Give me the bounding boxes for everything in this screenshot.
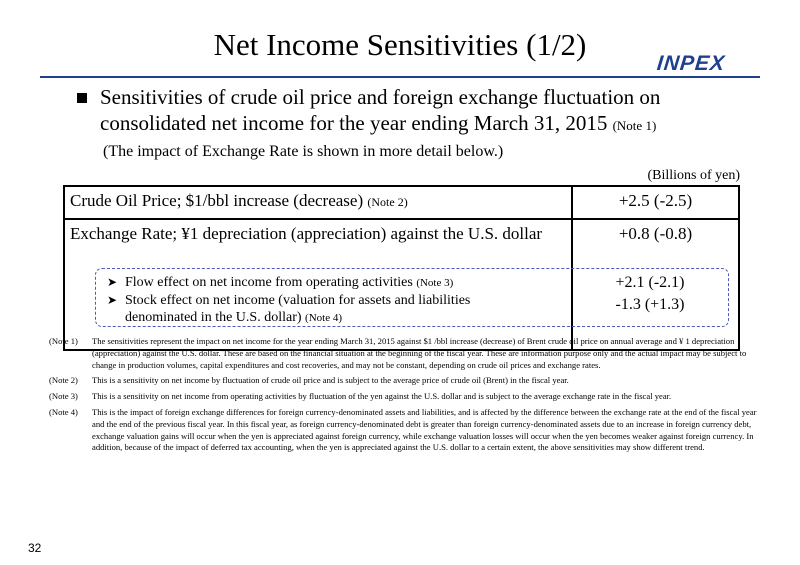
crude-oil-note-ref: (Note 2): [367, 195, 408, 209]
flow-effect-note-ref: (Note 3): [416, 277, 454, 289]
footnote-key: (Note 3): [49, 391, 78, 402]
page-title: Net Income Sensitivities (1/2): [213, 27, 587, 62]
company-logo: INPEX: [655, 52, 727, 75]
table-row: [64, 186, 739, 219]
footnote-text: This is a sensitivity on net income by fluctuation of crude oil price and is subject to the average price of crude oil (Brent) in the fiscal year.: [92, 375, 569, 386]
flow-effect-label: Flow effect on net income from operating activities: [125, 275, 413, 290]
footnote-key: (Note 2): [49, 375, 78, 386]
title-underline: [40, 76, 760, 78]
stock-effect-note-ref: (Note 4): [305, 312, 342, 324]
unit-label: (Billions of yen): [647, 168, 740, 183]
subheadline: (The impact of Exchange Rate is shown in more detail below.): [103, 143, 504, 160]
footnotes: [49, 336, 761, 458]
footnote-text: The sensitivities represent the impact on net income for the year ending March 31, 2015 against $1 /bbl increase (decrease) of Brent crude oil price on annual average and ¥ 1 depreciation (appreciation) against the U.S. dollar. These are based on the financial situation at the beginning of the fiscal year. These are information purpose only and the actual impact may be subject to change in production volumes, capital expenditures and cost recoveries, and may not be constant, depending on crude oil prices and exchange rates.: [92, 336, 747, 370]
footnote-text: This is the impact of foreign exchange differences for foreign currency-denominated assets and liabilities, and is affected by the difference between the exchange rate at the end of the fiscal year and the end of the previous fiscal year. In this fiscal year, as foreign currency-denominated debt is greater than foreign currency-denominated assets due to an increase in foreign currency debt, exchange valuation gains will occur when the yen is appreciated against foreign currency, while exchange valuation losses will occur when the yen becomes weaker against foreign currency. In addition, because of the impact of deferred tax accounting, when the yen is appreciated against the U.S. dollar to a certain extent, the above sensitivities may show different trend.: [92, 406, 757, 453]
footnote: [49, 336, 761, 371]
headline-note-ref: (Note 1): [612, 118, 657, 133]
exchange-rate-label: Exchange Rate; ¥1 depreciation (appreciation) against the U.S. dollar: [64, 219, 572, 350]
arrow-bullet-icon: ➤: [107, 293, 118, 307]
sub-values: [560, 272, 740, 316]
row-label: [64, 186, 572, 219]
stock-effect-label: Stock effect on net income (valuation for assets and liabilities denominated in the U.S. dollar): [125, 293, 471, 325]
flow-effect-value: +2.1 (-2.1): [615, 274, 685, 291]
headline: [100, 84, 760, 139]
footnote-key: (Note 4): [49, 406, 78, 417]
crude-oil-value: +2.5 (-2.5): [572, 186, 739, 219]
footnote: [49, 375, 761, 387]
flow-effect-item: [107, 274, 517, 292]
page-number: 32: [28, 541, 42, 555]
exchange-rate-value: +0.8 (-0.8): [572, 219, 739, 350]
footnote-text: This is a sensitivity on net income from operating activities by fluctuation of the yen against the U.S. dollar and is subject to the average exchange rate in the fiscal year.: [92, 391, 672, 402]
stock-effect-value: -1.3 (+1.3): [615, 296, 685, 313]
footnote: [49, 407, 761, 454]
square-bullet-icon: [77, 93, 87, 103]
headline-text: Sensitivities of crude oil price and foreign exchange fluctuation on consolidated net income for the year ending March 31, 2015: [100, 85, 661, 135]
stock-effect-item: [107, 292, 517, 327]
footnote-key: (Note 1): [49, 336, 78, 346]
crude-oil-label: Crude Oil Price; $1/bbl increase (decrease): [70, 191, 364, 210]
arrow-bullet-icon: ➤: [107, 275, 118, 289]
footnote: [49, 391, 761, 403]
